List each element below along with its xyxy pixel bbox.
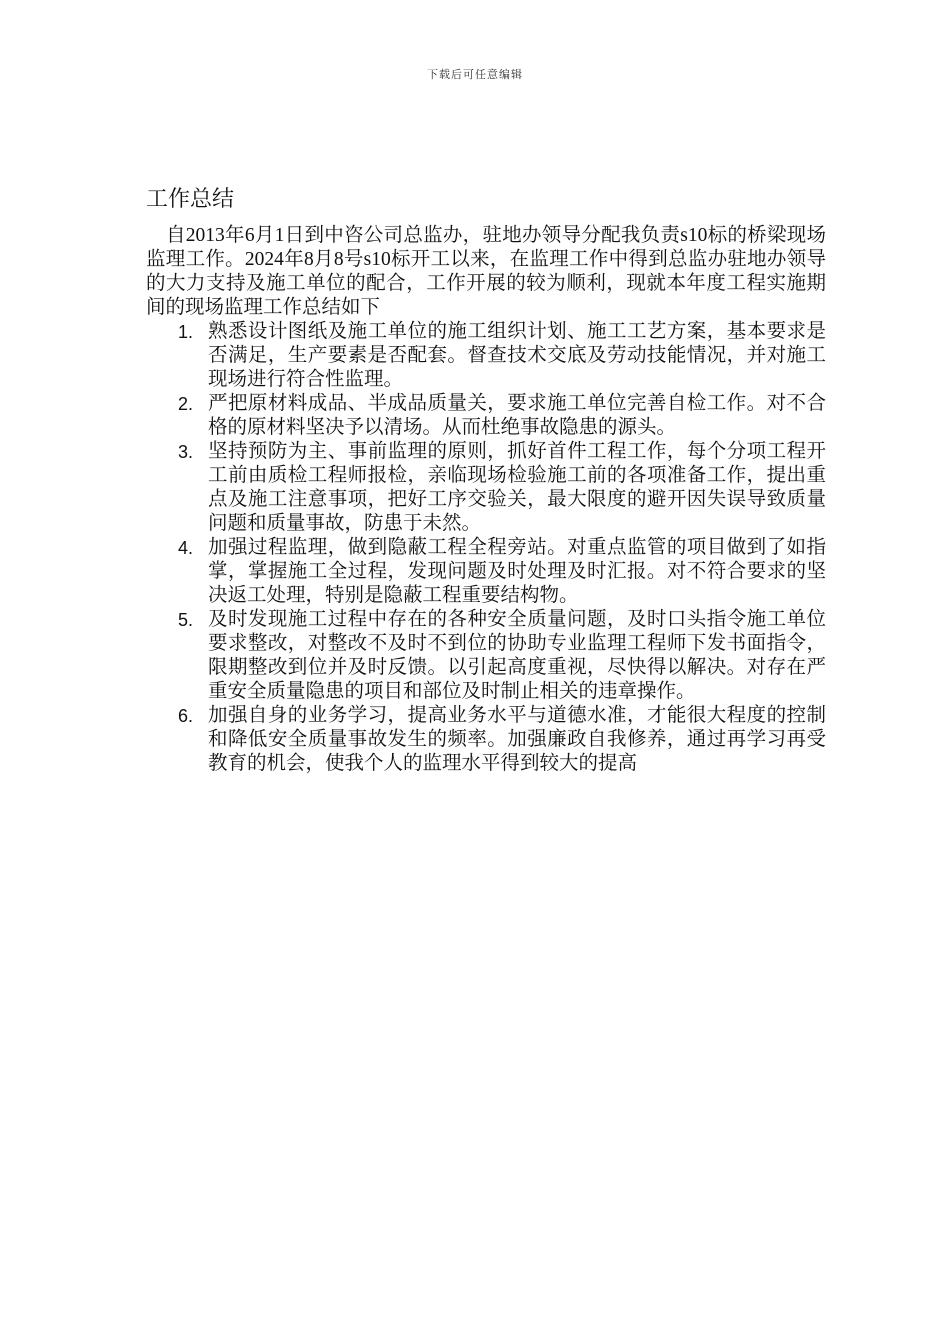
- list-item-text: 熟悉设计图纸及施工单位的施工组织计划、施工工艺方案，基本要求是否满足，生产要素是否配套。督查技术交底及劳动技能情况，并对施工现场进行符合性监理。: [208, 321, 826, 390]
- list-item: [146, 704, 826, 776]
- list-item: [146, 536, 826, 608]
- header-note: 下载后可任意编辑: [427, 69, 523, 81]
- summary-list: [146, 320, 826, 776]
- list-item-number: 3.: [178, 442, 194, 462]
- list-item-number: 2.: [178, 394, 194, 414]
- list-item-number: 1.: [178, 322, 194, 342]
- list-item-text: 及时发现施工过程中存在的各种安全质量问题，及时口头指令施工单位要求整改，对整改不及时不到位的协助专业监理工程师下发书面指令，限期整改到位并及时反馈。以引起高度重视，尽快得以解决。对存在严重安全质量隐患的项目和部位及时制止相关的违章操作。: [208, 609, 826, 702]
- list-item: [146, 392, 826, 440]
- list-item-text: 严把原材料成品、半成品质量关，要求施工单位完善自检工作。对不合格的原材料坚决予以清场。从而杜绝事故隐患的源头。: [208, 393, 826, 438]
- list-item-text: 坚持预防为主、事前监理的原则，抓好首件工程工作，每个分项工程开工前由质检工程师报检，亲临现场检验施工前的各项准备工作，提出重点及施工注意事项，把好工序交验关，最大限度的避开因失误导致质量问题和质量事故，防患于未然。: [208, 441, 826, 534]
- list-item-number: 4.: [178, 538, 194, 558]
- list-item: [146, 608, 826, 704]
- document-title: 工作总结: [146, 186, 235, 211]
- list-item: [146, 440, 826, 536]
- list-item: [146, 320, 826, 392]
- list-item-text: 加强自身的业务学习，提高业务水平与道德水准，才能很大程度的控制和降低安全质量事故发生的频率。加强廉政自我修养，通过再学习再受教育的机会，使我个人的监理水平得到较大的提高: [208, 705, 826, 774]
- list-item-text: 加强过程监理，做到隐蔽工程全程旁站。对重点监管的项目做到了如指掌，掌握施工全过程，发现问题及时处理及时汇报。对不符合要求的坚决返工处理，特别是隐蔽工程重要结构物。: [208, 537, 826, 606]
- list-item-number: 6.: [178, 706, 194, 726]
- list-item-number: 5.: [178, 610, 194, 630]
- document-body: [146, 184, 826, 776]
- intro-paragraph: 自2013年6月1日到中咨公司总监办，驻地办领导分配我负责s10标的桥梁现场监理工作。2024年8月8号s10标开工以来，在监理工作中得到总监办驻地办领导的大力支持及施工单位的配合，工作开展的较为顺利，现就本年度工程实施期间的现场监理工作总结如下: [146, 225, 826, 318]
